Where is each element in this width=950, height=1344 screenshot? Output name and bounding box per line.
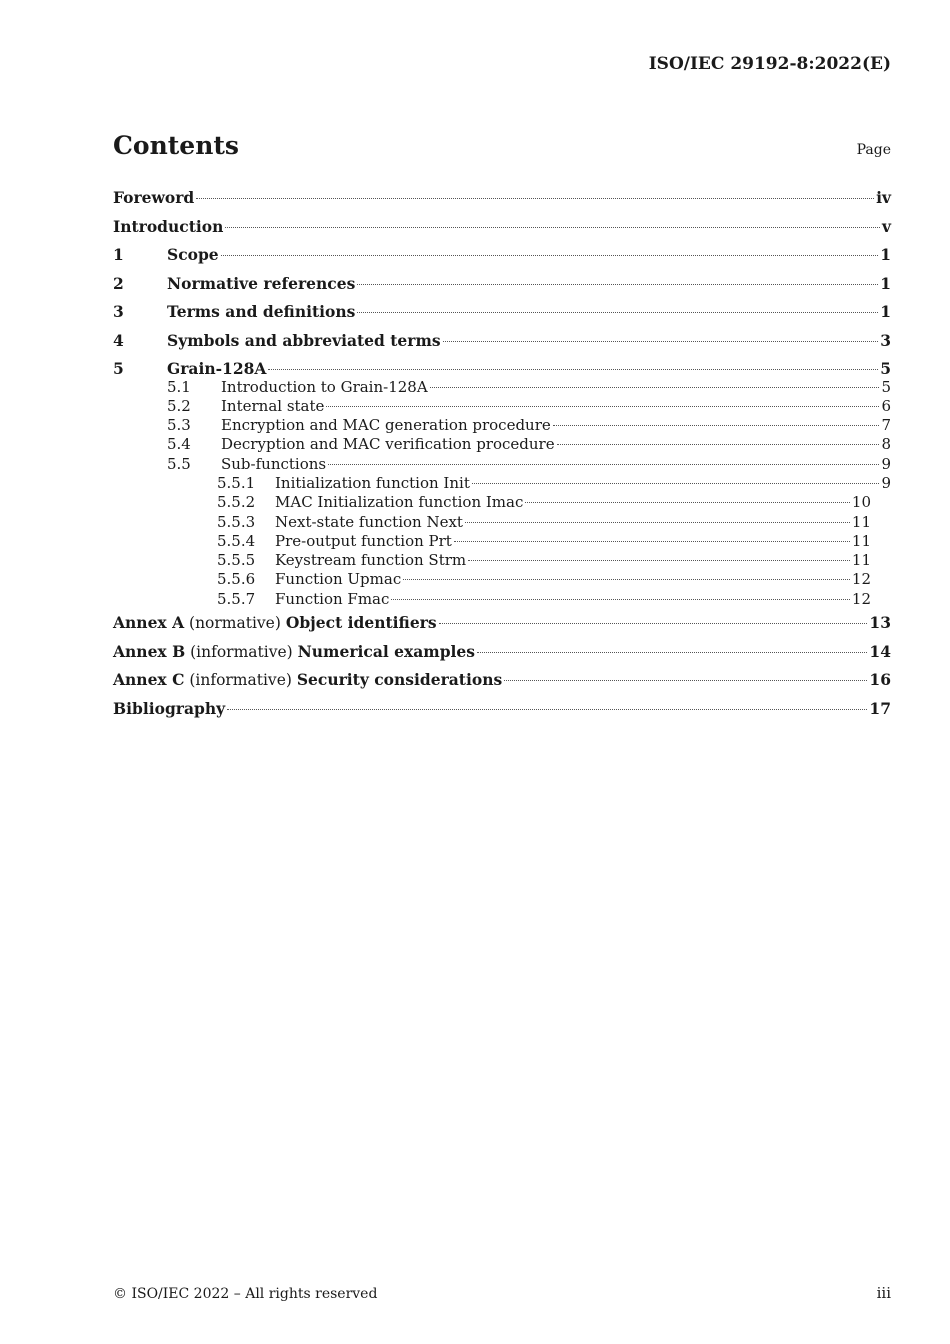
toc-number: 5.5 [167,454,191,473]
toc-entry-annex-b[interactable] [113,638,891,667]
toc-page: v [881,216,891,236]
page-column-label: Page [856,142,891,158]
toc-title: Introduction to Grain-128A [221,377,428,396]
toc-entry-terms-definitions[interactable] [113,298,891,327]
leader-dots [391,599,850,600]
annex-label: Annex B [113,641,186,661]
toc-number: 2 [113,273,124,293]
toc-title [113,666,502,695]
toc-page: 11 [851,551,871,570]
leader-dots [225,227,880,228]
toc-page: 17 [869,698,891,718]
toc-entry-foreword[interactable] [113,184,891,213]
toc-number: 5.1 [167,377,191,396]
annex-title: Security considerations [296,670,503,690]
leader-dots [443,341,879,342]
toc-entry-scope[interactable] [113,241,891,270]
leader-dots [472,483,880,484]
table-of-contents [113,184,891,723]
annex-label: Annex C [113,670,185,690]
toc-page: 14 [869,641,891,661]
toc-title: Grain-128A [167,359,267,378]
document-id: ISO/IEC 29192-8:2022(E) [648,54,891,74]
annex-kind: (informative) [189,671,292,690]
toc-number: 5.2 [167,396,191,415]
toc-number: 5.5.2 [217,493,256,512]
toc-title: Keystream function Strm [275,551,467,570]
toc-title: Internal state [221,396,325,415]
toc-entry-5-3[interactable] [113,416,891,435]
copyright-notice: © ISO/IEC 2022 – All rights reserved [113,1286,378,1302]
toc-entry-introduction[interactable] [113,213,891,242]
toc-title: Introduction [113,216,224,236]
toc-page: 3 [880,330,891,350]
toc-title: Function Fmac [275,589,390,608]
toc-title [113,609,437,638]
toc-title: Initialization function Init [275,473,470,492]
toc-number: 4 [113,330,124,350]
toc-title: Function Upmac [275,570,402,589]
leader-dots [557,444,880,445]
toc-title: Pre-output function Prt [275,531,452,550]
toc-entry-5-5-3[interactable] [113,513,891,532]
toc-title: Decryption and MAC verification procedure [221,435,555,454]
leader-dots [504,680,867,681]
toc-entry-5-5-5[interactable] [113,551,891,570]
toc-page: 8 [881,435,891,454]
leader-dots [525,502,850,503]
toc-number: 5.5.5 [217,551,256,570]
contents-heading: Contents [113,131,240,160]
leader-dots [357,312,878,313]
toc-number: 3 [113,302,124,321]
toc-title: Normative references [167,273,356,293]
toc-number: 5.5.7 [217,589,256,608]
toc-number: 5.5.3 [217,512,256,531]
toc-entry-5-5-4[interactable] [113,532,891,551]
toc-title: Foreword [113,188,195,207]
toc-page: 9 [881,454,891,473]
toc-number: 5.5.4 [217,531,256,550]
leader-dots [477,652,867,653]
toc-entry-5-5-6[interactable] [113,570,891,589]
toc-page: 10 [851,493,871,512]
toc-page: 11 [851,512,871,531]
toc-number: 5.3 [167,416,191,435]
leader-dots [439,623,868,624]
toc-title: Sub-functions [221,454,327,473]
toc-entry-normative-references[interactable] [113,270,891,299]
toc-title: MAC Initialization function Imac [275,493,524,512]
leader-dots [328,464,879,465]
annex-title: Numerical examples [297,641,476,661]
leader-dots [221,255,879,256]
leader-dots [553,425,880,426]
toc-page: 12 [851,589,871,608]
toc-page: 1 [880,245,891,264]
toc-page: 11 [851,531,871,550]
toc-entry-5-5-2[interactable] [113,493,891,512]
annex-label: Annex A [113,613,185,633]
toc-number: 5.5.6 [217,570,256,589]
toc-title: Symbols and abbreviated terms [167,330,441,350]
toc-entry-symbols[interactable] [113,327,891,356]
leader-dots [430,387,880,388]
toc-entry-bibliography[interactable] [113,695,891,724]
toc-entry-5-1[interactable] [113,378,891,397]
leader-dots [465,522,850,523]
toc-number: 5.4 [167,435,191,454]
toc-page: 5 [880,359,891,378]
toc-page: 13 [869,613,891,633]
toc-title: Bibliography [113,698,226,718]
toc-title [113,638,475,667]
leader-dots [196,198,874,199]
toc-page: 12 [851,570,871,589]
toc-title: Scope [167,245,219,264]
toc-entry-5-2[interactable] [113,397,891,416]
toc-entry-annex-a[interactable] [113,609,891,638]
page-number: iii [876,1284,891,1302]
toc-title: Encryption and MAC generation procedure [221,416,551,435]
annex-kind: (normative) [189,614,281,633]
toc-title: Next-state function Next [275,512,463,531]
toc-page: 1 [880,273,891,293]
leader-dots [403,579,850,580]
leader-dots [227,709,867,710]
leader-dots [454,541,850,542]
toc-page: 5 [881,377,891,396]
toc-page: 7 [881,416,891,435]
toc-number: 5 [113,359,124,378]
toc-entry-5-4[interactable] [113,435,891,454]
toc-entry-5-5[interactable] [113,455,891,474]
toc-page: 16 [869,670,891,690]
toc-number: 1 [113,245,124,264]
toc-entry-5-5-7[interactable] [113,590,891,609]
annex-title: Object identifiers [285,613,437,633]
leader-dots [268,369,878,370]
annex-kind: (informative) [190,642,293,661]
toc-page: 1 [880,302,891,321]
toc-entry-annex-c[interactable] [113,666,891,695]
leader-dots [357,284,878,285]
leader-dots [326,406,879,407]
leader-dots [468,560,850,561]
toc-entry-5-5-1[interactable] [113,474,891,493]
toc-page: iv [876,188,891,207]
toc-title: Terms and definitions [167,302,356,321]
toc-number: 5.5.1 [217,473,256,492]
toc-page: 6 [881,396,891,415]
toc-page: 9 [881,473,891,492]
